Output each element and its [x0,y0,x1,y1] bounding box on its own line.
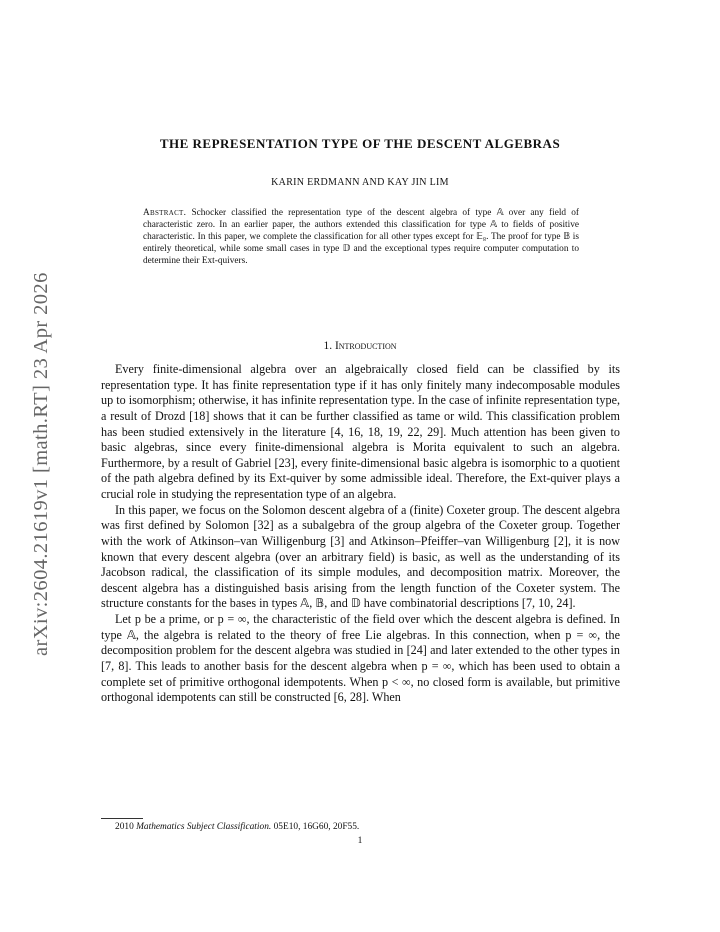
paragraph: Let p be a prime, or p = ∞, the characteristic of the field over which the descent algebra is defined. In type 𝔸, the algebra is related to the theory of free Lie algebras. In this connection, when p = ∞, the decomposition problem for the descent algebra was studied in [24] and later extended to the other types in [7, 8]. This leads to another basis for the descent algebra when p = ∞, which has been used to obtain a complete set of primitive orthogonal idempotents. When p < ∞, no closed form is available, but primitive orthogonal idempotents can still be constructed [6, 28]. When [101,612,620,705]
arxiv-identifier-stamp [10,246,50,656]
section-number: 1. [323,340,333,352]
paper-title: THE REPRESENTATION TYPE OF THE DESCENT ALGEBRAS [159,136,561,151]
footnote-rule [101,818,143,819]
footnote-codes: 05E10, 16G60, 20F55. [273,822,360,832]
abstract [143,208,579,268]
arxiv-identifier: arXiv:2604.21619v1 [math.RT] 23 Apr 2026 [30,272,52,656]
abstract-label: Abstract. [143,208,187,218]
footnote-label: Mathematics Subject Classification. [136,822,272,832]
section-heading [100,340,620,352]
paper-authors: KARIN ERDMANN AND KAY JIN LIM [271,177,449,188]
page-number: 1 [357,836,363,846]
footnote [115,822,615,832]
section-title: Introduction [334,340,397,352]
footnote-year: 2010 [115,822,134,832]
paragraph: Every finite-dimensional algebra over an algebraically closed field can be classified by its representation type. It has finite representation type if it has only finitely many indecomposable modules up to isomorphism; otherwise, it has infinite representation type. In the case of infinite representation type, a result of Drozd [18] shows that it can be further classified as tame or wild. This classification problem has been studied extensively in the literature [4, 16, 18, 19, 22, 29]. Much attention has been given to basic algebras, since every finite-dimensional algebra is Morita equivalent to such an algebra. Furthermore, by a result of Gabriel [23], every finite-dimensional basic algebra is isomorphic to a quotient of the path algebra defined by its Ext-quiver by some admissible ideal. Therefore, the Ext-quiver plays a crucial role in studying the representation type of an algebra. [101,362,620,501]
abstract-text: Schocker classified the representation type of the descent algebra of type 𝔸 over any field of characteristic zero. In an earlier paper, the authors extended this classification for type 𝔸 to fields of positive characteristic. In this paper, we complete the classification for all other types except for 𝔼₈. The proof for type 𝔹 is entirely theoretical, while some small cases in type 𝔻 and the exceptional types require computer computation to determine their Ext-quivers. [143,208,580,266]
paragraph: In this paper, we focus on the Solomon descent algebra of a (finite) Coxeter group. The descent algebra was first defined by Solomon [32] as a subalgebra of the group algebra of the Coxeter group. Together with the work of Atkinson–van Willigenburg [3] and Atkinson–Pfeiffer–van Willigenburg [2], it is now known that every descent algebra (over an arbitrary field) is basic, as well as the understanding of its Jacobson radical, the classification of its simple modules, and decomposition matrix. Moreover, the descent algebra has a distinguished basis arising from the length function of the Coxeter system. The structure constants for the bases in types 𝔸, 𝔹, and 𝔻 have combinatorial descriptions [7, 10, 24]. [101,502,620,611]
body-text [101,362,620,706]
